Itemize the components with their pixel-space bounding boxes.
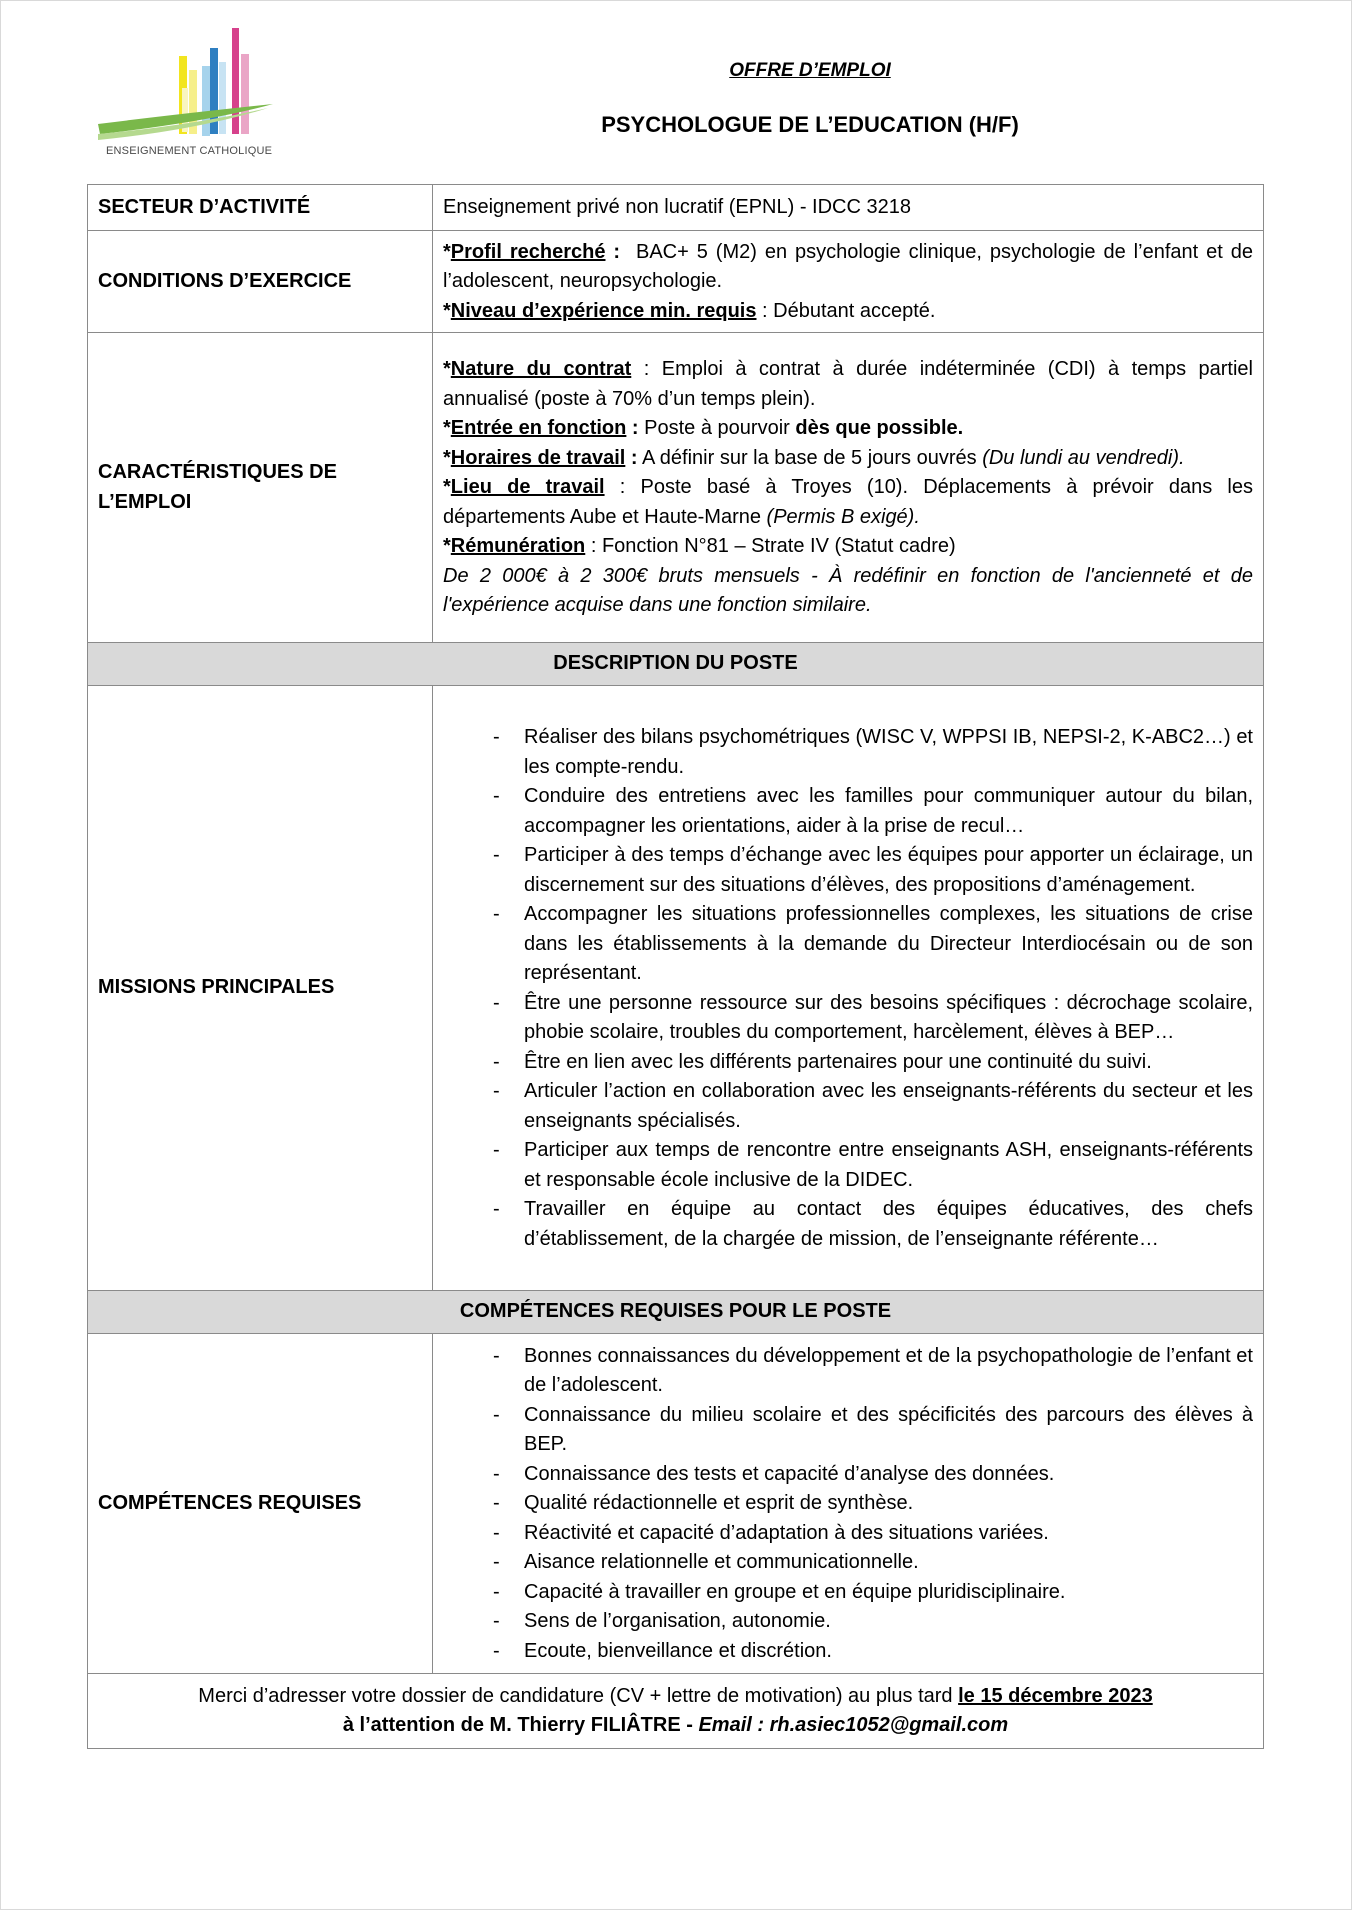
- competence-item: - Bonnes connaissances du développement et de la psychopathologie de l’enfant et de l’adolescent.: [443, 1342, 1253, 1401]
- secteur-value: Enseignement privé non lucratif (EPNL) - IDCC 3218: [433, 185, 1264, 231]
- lieu-italic: (Permis B exigé).: [766, 505, 920, 528]
- mission-item: - Réaliser des bilans psychométriques (WISC V, WPPSI IB, NEPSI-2, K-ABC2…) et les compte-rendu.: [443, 723, 1253, 782]
- niveau-value: Débutant accepté.: [773, 299, 936, 322]
- contact-email[interactable]: Email : rh.asiec1052@gmail.com: [698, 1714, 1009, 1736]
- row-footer: [88, 1674, 1264, 1749]
- profil-line: *Profil recherché : BAC+ 5 (M2) en psychologie clinique, psychologie de l’enfant et de l’adolescent, neuropsychologie.: [443, 240, 1253, 293]
- nature-line: *Nature du contrat : Emploi à contrat à durée indéterminée (CDI) à temps partiel annualisé (poste à 70% d’un temps plein).: [443, 358, 1253, 410]
- competence-item: - Qualité rédactionnelle et esprit de synthèse.: [443, 1489, 1253, 1519]
- entree-value: Poste à pourvoir: [644, 417, 790, 440]
- description-section-header: DESCRIPTION DU POSTE: [88, 643, 1264, 686]
- document-title: PSYCHOLOGUE DE L’EDUCATION (H/F): [601, 112, 1019, 137]
- lieu-line: *Lieu de travail : Poste basé à Troyes (10). Déplacements à prévoir dans les départements Aube et Haute-Marne (Permis B exigé).: [443, 476, 1253, 528]
- horaires-value: A définir sur la base de 5 jours ouvrés: [642, 446, 977, 469]
- nature-key: Nature du contrat: [450, 358, 632, 381]
- competence-item: - Connaissance des tests et capacité d’analyse des données.: [443, 1460, 1253, 1490]
- conditions-content: [433, 231, 1264, 333]
- enseignement-catholique-logo-icon: [98, 18, 328, 158]
- mission-item: - Accompagner les situations professionnelles complexes, les situations de crise dans les établissements à la demande du Directeur Interdiocésain ou de son représentant.: [443, 900, 1253, 989]
- mission-item: - Conduire des entretiens avec les familles pour communiquer autour du bilan, accompagner les orientations, aider à la prise de recul…: [443, 782, 1253, 841]
- lieu-value: Poste basé à Troyes (10). Déplacements à prévoir dans les départements Aube et Haute-Marne: [443, 476, 1253, 528]
- lieu-key: Lieu de travail: [450, 476, 605, 499]
- competence-item: - Sens de l’organisation, autonomie.: [443, 1607, 1253, 1637]
- entree-key: Entrée en fonction: [450, 417, 627, 440]
- profil-key: Profil recherché: [450, 240, 606, 263]
- footer-text: Merci d’adresser votre dossier de candidature (CV + lettre de motivation) au plus tard: [198, 1684, 953, 1707]
- logo-text: ENSEIGNEMENT CATHOLIQUE: [106, 145, 273, 157]
- competences-content: [433, 1334, 1264, 1674]
- deadline-date: le 15 décembre 2023: [958, 1684, 1153, 1707]
- competences-label: COMPÉTENCES REQUISES: [88, 1334, 433, 1674]
- row-competences-section: [88, 1291, 1264, 1334]
- remu-italic: De 2 000€ à 2 300€ bruts mensuels - À redéfinir en fonction de l'ancienneté et de l'expérience acquise dans une fonction similaire.: [443, 564, 1253, 617]
- profil-value: BAC+ 5 (M2) en psychologie clinique, psychologie de l’enfant et de l’adolescent, neuropsychologie.: [443, 240, 1253, 293]
- horaires-line: *Horaires de travail : A définir sur la base de 5 jours ouvrés (Du lundi au vendredi).: [443, 446, 1185, 469]
- document-kicker: OFFRE D’EMPLOI: [729, 60, 891, 81]
- remu-key: Rémunération: [450, 535, 586, 558]
- mission-item: - Être en lien avec les différents partenaires pour une continuité du suivi.: [443, 1048, 1253, 1078]
- horaires-italic: (Du lundi au vendredi).: [982, 446, 1185, 469]
- entree-bold: dès que possible.: [795, 417, 964, 440]
- competence-item: - Ecoute, bienveillance et discrétion.: [443, 1637, 1253, 1667]
- mission-item: - Être une personne ressource sur des besoins spécifiques : décrochage scolaire, phobie scolaire, troubles du comportement, harcèlement, élèves à BEP…: [443, 989, 1253, 1048]
- competences-section-header: COMPÉTENCES REQUISES POUR LE POSTE: [88, 1291, 1264, 1334]
- nature-value: Emploi à contrat à durée indéterminée (CDI) à temps partiel annualisé (poste à 70% d’un temps plein).: [443, 358, 1253, 410]
- remu-value: Fonction N°81 – Strate IV (Statut cadre): [601, 535, 956, 558]
- row-competences: [88, 1334, 1264, 1674]
- missions-list: [443, 723, 1253, 1254]
- caracteristiques-label: CARACTÉRISTIQUES DE L’EMPLOI: [88, 333, 433, 643]
- row-conditions: [88, 231, 1264, 333]
- footer-line-1: [88, 1682, 1263, 1712]
- missions-label: MISSIONS PRINCIPALES: [88, 686, 433, 1291]
- row-missions: [88, 686, 1264, 1291]
- missions-content: [433, 686, 1264, 1291]
- competences-list: [443, 1342, 1253, 1667]
- competence-item: - Réactivité et capacité d’adaptation à des situations variées.: [443, 1519, 1253, 1549]
- mission-item: - Travailler en équipe au contact des équipes éducatives, des chefs d’établissement, de la chargée de mission, de l’enseignante référente…: [443, 1195, 1253, 1254]
- footer-line-2: [88, 1711, 1263, 1741]
- competence-item: - Connaissance du milieu scolaire et des spécificités des parcours des élèves à BEP.: [443, 1401, 1253, 1460]
- horaires-key: Horaires de travail: [450, 446, 626, 469]
- row-secteur: [88, 185, 1264, 231]
- conditions-label: CONDITIONS D’EXERCICE: [88, 231, 433, 333]
- application-footer: [88, 1674, 1264, 1749]
- niveau-key: Niveau d’expérience min. requis: [450, 299, 757, 322]
- mission-item: - Participer à des temps d’échange avec les équipes pour apporter un éclairage, un discernement sur des situations d’élèves, des propositions d’aménagement.: [443, 841, 1253, 900]
- job-offer-table: [87, 184, 1264, 1749]
- niveau-line: *Niveau d’expérience min. requis : Débutant accepté.: [443, 299, 936, 322]
- row-caracteristiques: [88, 333, 1264, 643]
- mission-item: - Participer aux temps de rencontre entre enseignants ASH, enseignants-référents et responsable école inclusive de la DIDEC.: [443, 1136, 1253, 1195]
- entree-line: *Entrée en fonction : Poste à pourvoir dès que possible.: [443, 417, 964, 440]
- secteur-label: SECTEUR D’ACTIVITÉ: [88, 185, 433, 231]
- row-description-section: [88, 643, 1264, 686]
- competence-item: - Capacité à travailler en groupe et en équipe pluridisciplinaire.: [443, 1578, 1253, 1608]
- mission-item: - Articuler l’action en collaboration avec les enseignants-référents du secteur et les enseignants spécialisés.: [443, 1077, 1253, 1136]
- caracteristiques-content: [433, 333, 1264, 643]
- remu-line: *Rémunération : Fonction N°81 – Strate IV (Statut cadre): [443, 535, 956, 558]
- contact-name: à l’attention de M. Thierry FILIÂTRE -: [342, 1714, 693, 1736]
- competence-item: - Aisance relationnelle et communicationnelle.: [443, 1548, 1253, 1578]
